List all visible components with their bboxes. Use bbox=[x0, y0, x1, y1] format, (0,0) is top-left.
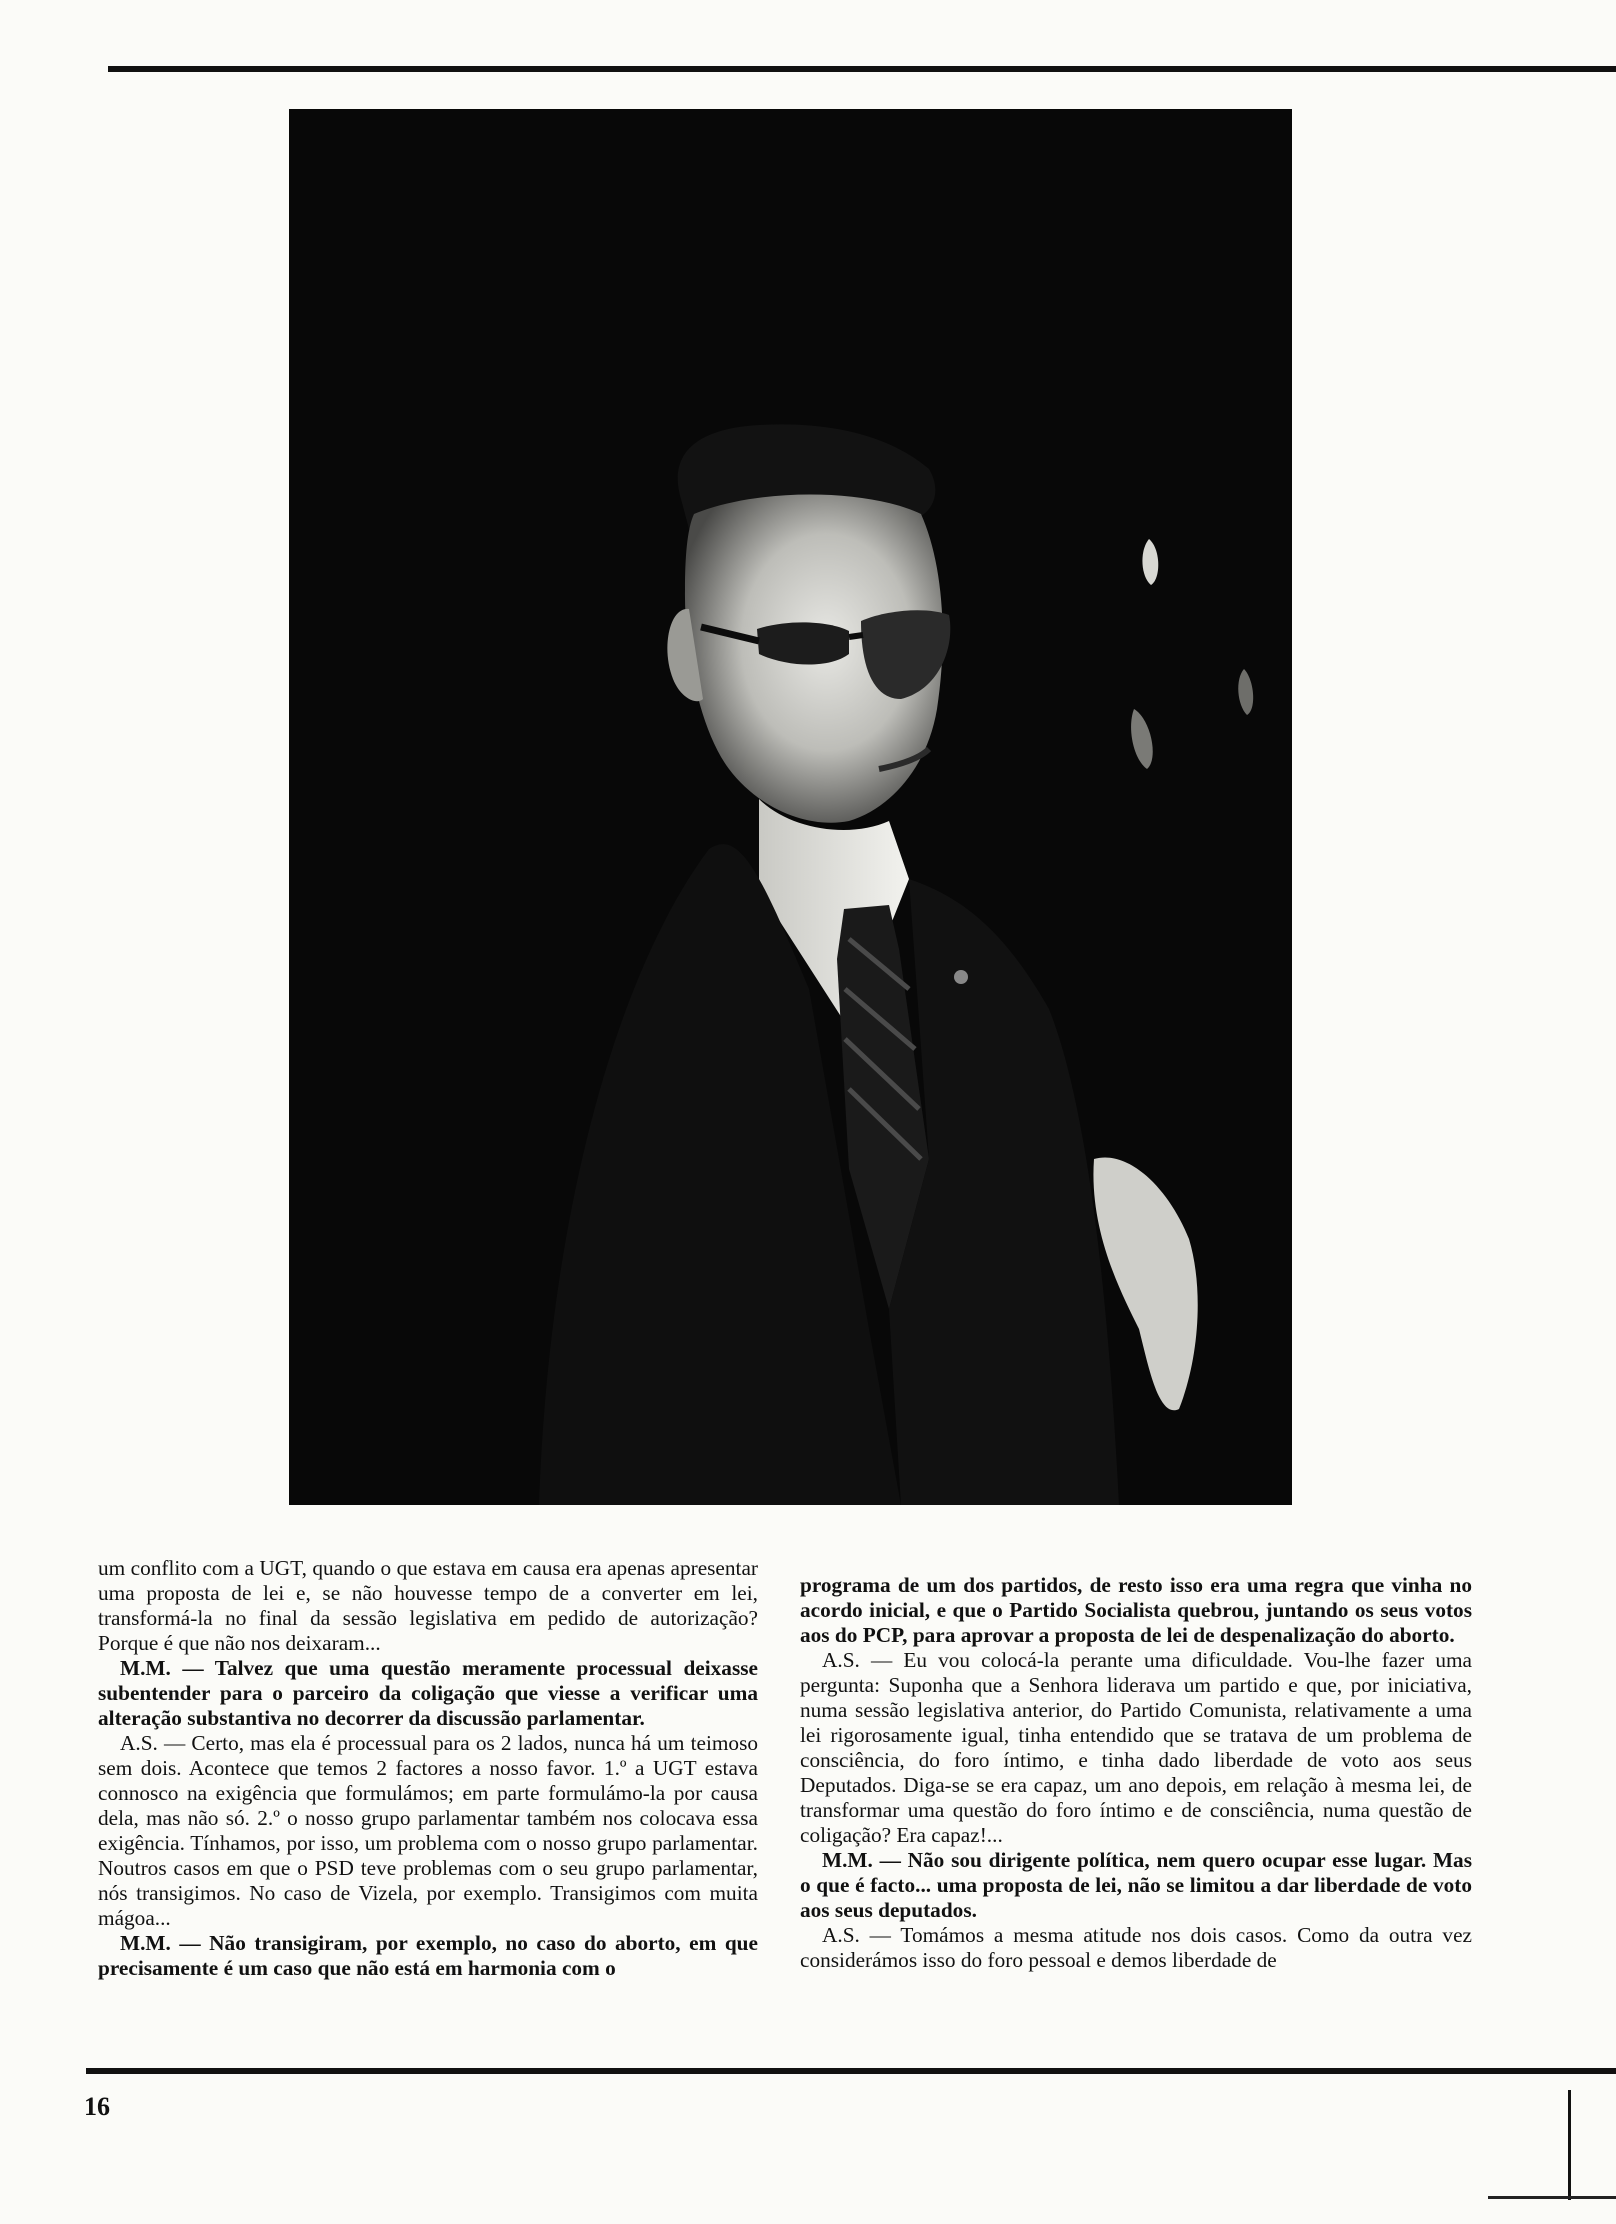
speaker-label: A.S. — bbox=[822, 1648, 893, 1672]
portrait-photo-man-in-glasses-icon bbox=[289, 109, 1292, 1505]
speaker-label: A.S. — bbox=[822, 1923, 891, 1947]
answer-paragraph: A.S. — Tomámos a mesma atitude nos dois casos. Como da outra vez considerámos isso do foro pessoal e demos liberdade de bbox=[800, 1923, 1472, 1972]
question-paragraph: M.M. — Talvez que uma questão meramente processual deixasse subentender para o parceiro da coligação que viesse a verificar uma alteração substantiva no decorrer da discussão parlamentar. bbox=[98, 1656, 758, 1730]
question-paragraph-continued: programa de um dos partidos, de resto isso era uma regra que vinha no acordo inicial, e que o Partido Socialista quebrou, juntando os seus votos aos do PCP, para aprovar a proposta de lei de despenalização do aborto. bbox=[800, 1573, 1472, 1647]
speaker-label: A.S. — bbox=[120, 1731, 186, 1755]
paragraph-continued: um conflito com a UGT, quando o que estava em causa era apenas apresentar uma proposta de lei e, se não houvesse tempo de a converter em lei, transformá-la no final da sessão legislativa em pedido de autorização? Porque é que não nos deixaram... bbox=[98, 1556, 758, 1655]
speaker-label: M.M. — bbox=[120, 1656, 204, 1680]
answer-paragraph: A.S. — Certo, mas ela é processual para os 2 lados, nunca há um teimoso sem dois. Acontece que temos 2 factores a nosso favor. 1.º a UGT estava connosco na exigência que formulámos; em parte formulámo-la por causa dela, mas não só. 2.º o nosso grupo parlamentar também nos colocava essa exigência. Tínhamos, por isso, um problema com o nosso grupo parlamentar. Noutros casos em que o PSD teve problemas com o seu grupo parlamentar, nós transigimos. No caso de Vizela, por exemplo. Transigimos com muita mágoa... bbox=[98, 1731, 759, 1930]
answer-paragraph: A.S. — Eu vou colocá-la perante uma dificuldade. Vou-lhe fazer uma pergunta: Suponha que a Senhora liderava um partido e que, por iniciativa, numa sessão legislativa anterior, do Partido Comunista, relativamente a uma lei rigorosamente igual, tinha entendido que se tratava de um problema de consciência, do foro íntimo, e tinha dado liberdade de voto aos seus Deputados. Diga-se se era capaz, um ano depois, em relação à mesma lei, de transformar uma questão do foro íntimo e de consciência, numa questão de coligação? Era capaz!... bbox=[800, 1648, 1473, 1847]
portrait-photo bbox=[289, 109, 1292, 1505]
article-right-column bbox=[800, 1573, 1472, 1973]
article-left-column bbox=[98, 1556, 758, 1981]
page-number: 16 bbox=[84, 2092, 110, 2121]
crop-mark-horizontal bbox=[1488, 2196, 1616, 2199]
speaker-label: M.M. — bbox=[822, 1848, 901, 1872]
question-paragraph: M.M. — Não sou dirigente política, nem quero ocupar esse lugar. Mas o que é facto... uma proposta de lei, não se limitou a dar liberdade de voto aos seus deputados. bbox=[800, 1848, 1472, 1922]
question-paragraph: M.M. — Não transigiram, por exemplo, no caso do aborto, em que precisamente é um caso que não está em harmonia com o bbox=[98, 1931, 758, 1980]
bottom-rule bbox=[86, 2068, 1616, 2074]
crop-mark-vertical bbox=[1568, 2090, 1571, 2200]
top-rule bbox=[108, 66, 1616, 72]
speaker-label: M.M. — bbox=[120, 1931, 201, 1955]
